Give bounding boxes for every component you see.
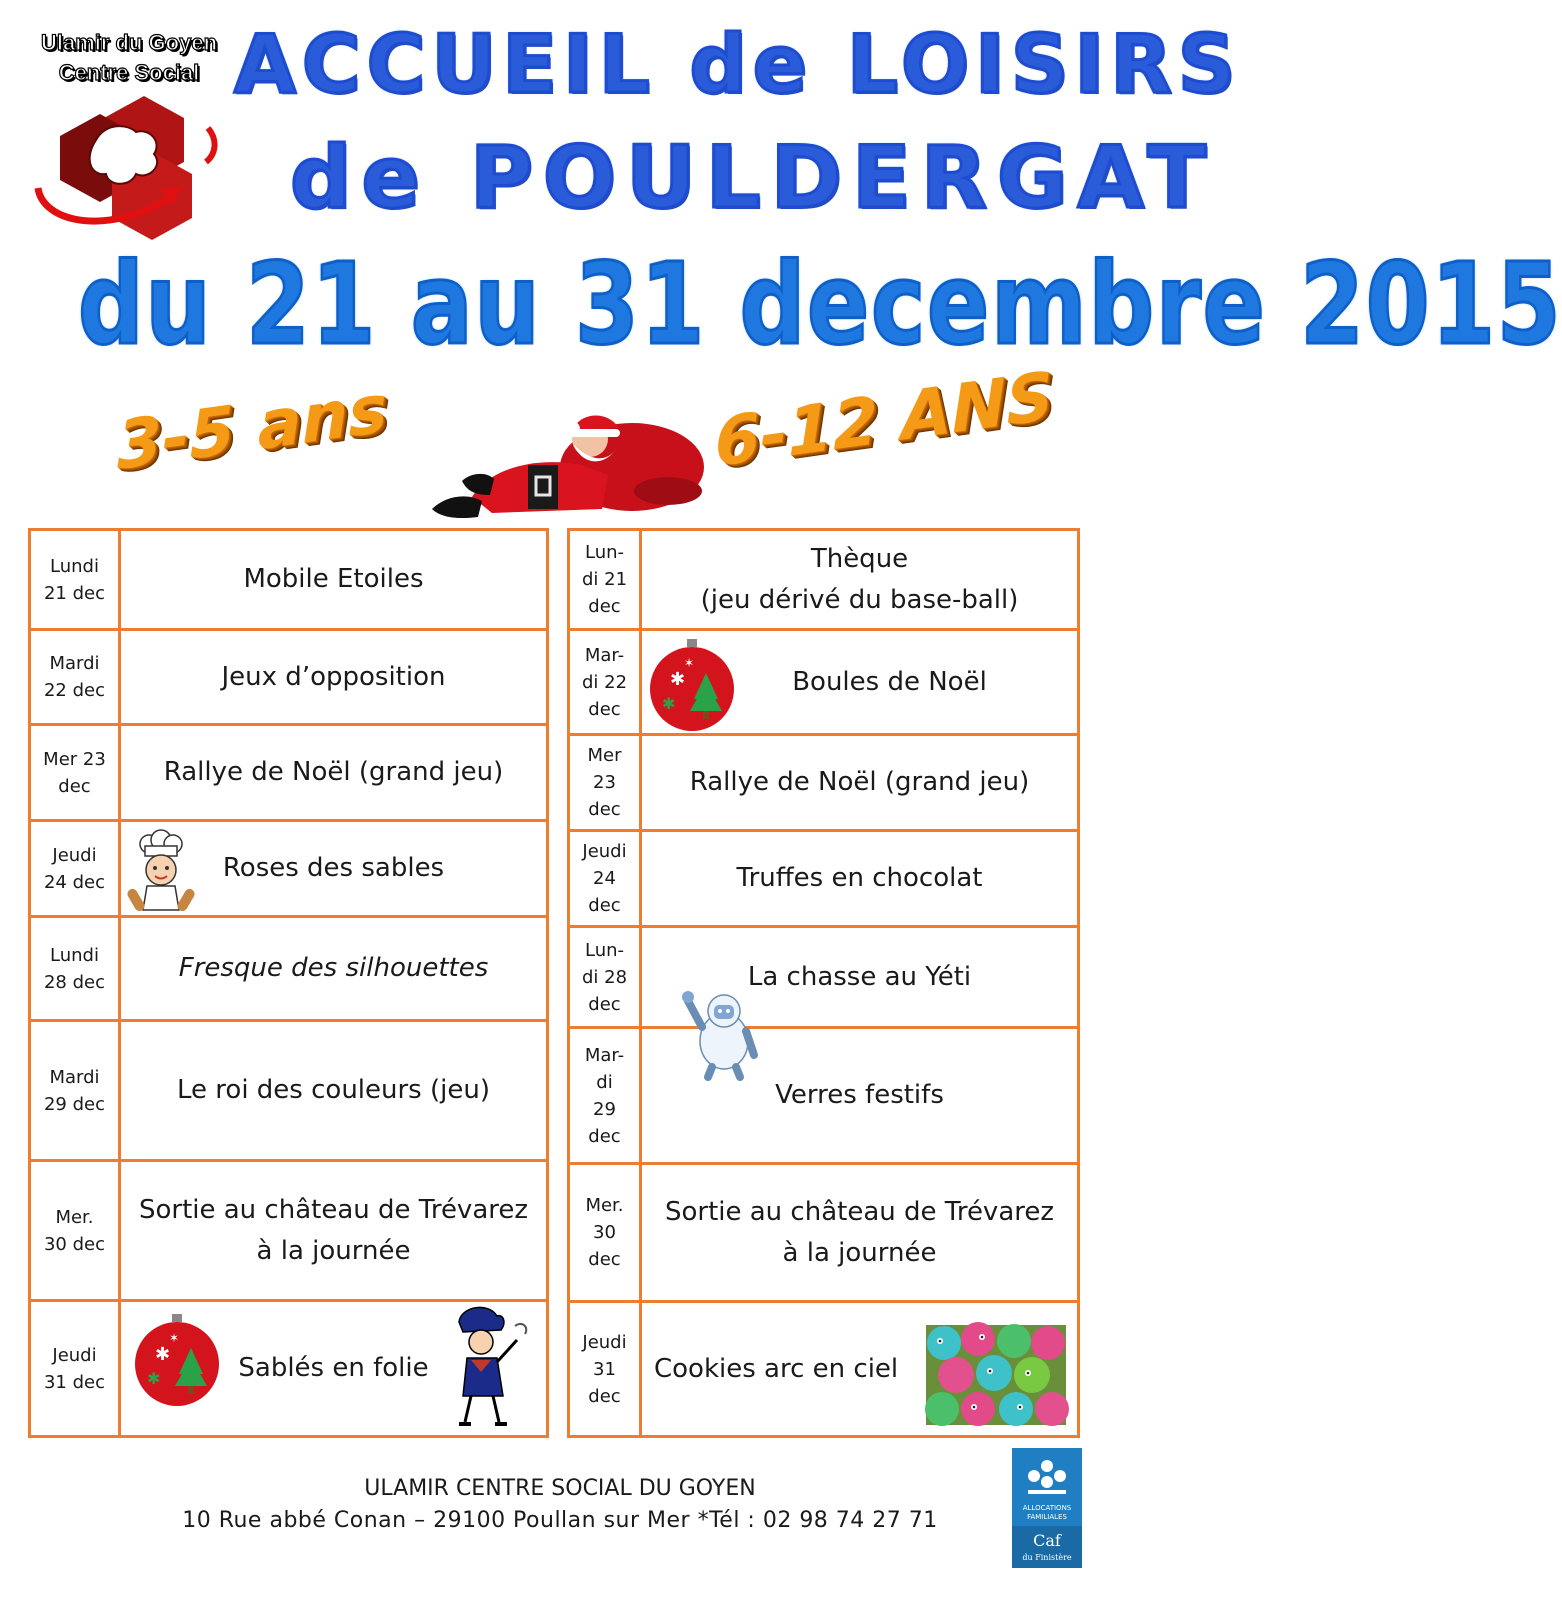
yeti-icon	[680, 987, 764, 1079]
activity-cell: Mobile Etoiles	[243, 564, 424, 594]
organization-name	[24, 28, 234, 88]
day-cell: Mer 23 dec	[570, 736, 642, 829]
day-cell: Mar- di 29 dec	[570, 1029, 642, 1162]
day-cell: Jeudi 24 dec	[570, 832, 642, 925]
chef-cartoon-icon	[441, 1300, 531, 1428]
footer-organization: ULAMIR CENTRE SOCIAL DU GOYEN	[364, 1476, 756, 1501]
activity-cell: Le roi des couleurs (jeu)	[177, 1075, 490, 1105]
svg-text:✱: ✱	[662, 694, 676, 713]
christmas-ornament-icon	[129, 1312, 225, 1408]
day-cell: Jeudi 31 dec	[31, 1302, 121, 1435]
title-line-1: ACCUEIL de LOISIRS	[234, 18, 1242, 111]
title-line-2: de POULDERGAT	[290, 128, 1217, 228]
activity-cell: Cookies arc en ciel	[654, 1353, 899, 1384]
org-name-line1: Ulamir du Goyen	[40, 30, 218, 55]
day-cell: Lun- di 21 dec	[570, 531, 642, 628]
day-cell: Mer 23 dec	[31, 726, 121, 819]
table-row	[31, 1159, 546, 1299]
activity-cell: La chasse au Yéti	[747, 961, 972, 992]
caf-line-3: Caf	[1033, 1531, 1061, 1550]
table-row	[570, 628, 1077, 733]
table-row	[31, 723, 546, 819]
activity-cell: Sablés en folie	[238, 1353, 429, 1383]
day-cell: Mardi 29 dec	[31, 1022, 121, 1159]
table-row	[31, 915, 546, 1019]
age-group-3-5: 3-5 ans	[115, 369, 389, 485]
sleeping-santa-icon	[432, 405, 712, 523]
org-name-line2: Centre Social	[58, 60, 200, 85]
svg-text:✱: ✱	[147, 1369, 161, 1388]
date-range: du 21 au 31 decembre 2015	[78, 240, 1562, 370]
schedule-table-3-5	[28, 528, 549, 1438]
schedule-table-6-12	[567, 528, 1080, 1438]
activity-cell: Sortie au château de Trévarez à la journée	[138, 1194, 529, 1266]
table-row	[570, 1300, 1077, 1435]
activity-cell: Thèque (jeu dérivé du base-ball)	[700, 543, 1019, 615]
caf-logo	[1012, 1448, 1082, 1568]
svg-text:✱: ✱	[155, 1344, 171, 1365]
table-row	[31, 1299, 546, 1435]
footer-address: 10 Rue abbé Conan – 29100 Poullan sur Mer *Tél : 02 98 74 27 71	[182, 1508, 938, 1533]
activity-cell: Rallye de Noël (grand jeu)	[689, 767, 1030, 797]
table-row	[570, 1162, 1077, 1300]
activity-cell: Sortie au château de Trévarez à la journée	[664, 1196, 1055, 1268]
table-row	[31, 819, 546, 915]
table-row	[31, 628, 546, 723]
day-cell: Lundi 21 dec	[31, 531, 121, 628]
activity-cell: Boules de Noël	[792, 666, 987, 697]
activity-cell: Truffes en chocolat	[736, 863, 983, 893]
rainbow-cookies-photo	[926, 1325, 1066, 1425]
day-cell: Lundi 28 dec	[31, 918, 121, 1019]
caf-line-2: FAMILIALES	[1027, 1513, 1067, 1521]
table-row	[570, 531, 1077, 628]
activity-cell: Rallye de Noël (grand jeu)	[163, 757, 504, 787]
caf-line-4: du Finistère	[1022, 1553, 1072, 1562]
ulamir-logo	[32, 88, 222, 238]
day-cell: Lun- di 28 dec	[570, 928, 642, 1026]
christmas-ornament-icon	[644, 637, 740, 733]
table-row	[570, 733, 1077, 829]
svg-text:✱: ✱	[670, 669, 686, 690]
age-group-6-12: 6-12 ANS	[713, 357, 1055, 482]
svg-text:✶: ✶	[169, 1331, 180, 1345]
svg-text:✶: ✶	[684, 656, 695, 670]
table-row	[570, 1026, 1077, 1162]
caf-line-1: ALLOCATIONS	[1022, 1504, 1072, 1512]
table-row	[31, 531, 546, 628]
day-cell: Mer. 30 dec	[570, 1165, 642, 1300]
chef-cook-icon	[129, 832, 193, 912]
table-row	[570, 829, 1077, 925]
day-cell: Mer. 30 dec	[31, 1162, 121, 1299]
day-cell: Mar- di 22 dec	[570, 631, 642, 733]
activity-cell: Roses des sables	[222, 853, 445, 883]
activity-cell: Jeux d’opposition	[221, 661, 446, 692]
activity-cell: Verres festifs	[775, 1080, 944, 1110]
table-row	[31, 1019, 546, 1159]
day-cell: Mardi 22 dec	[31, 631, 121, 723]
table-row	[570, 925, 1077, 1026]
day-cell: Jeudi 31 dec	[570, 1303, 642, 1435]
activity-cell: Fresque des silhouettes	[178, 953, 489, 983]
day-cell: Jeudi 24 dec	[31, 822, 121, 915]
